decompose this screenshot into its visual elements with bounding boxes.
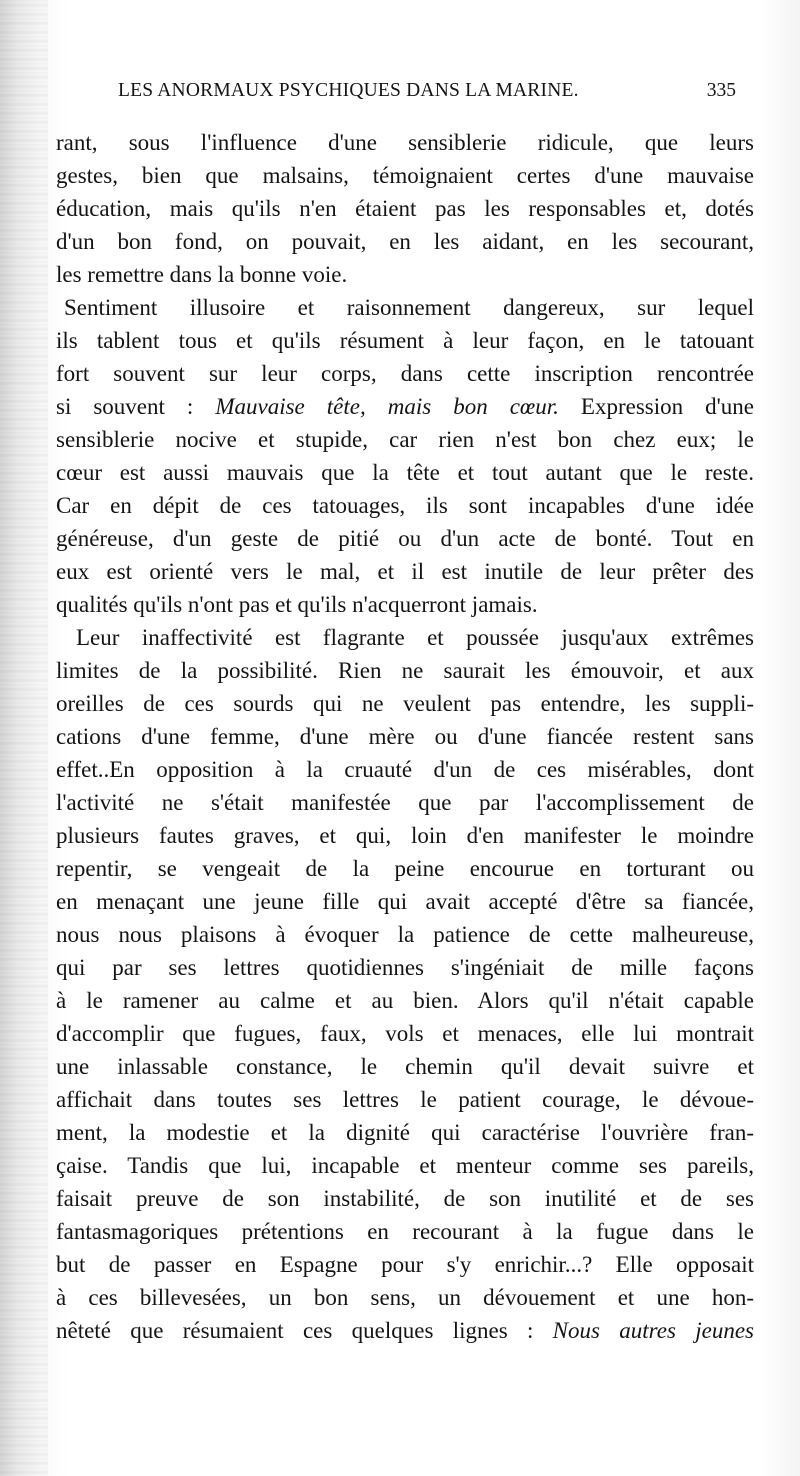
italic-inscription: Mauvaise tête, mais bon cœur. xyxy=(215,394,559,419)
text-line: l'activité ne s'était manifestée que par l'accomplissement de xyxy=(56,790,754,815)
text-line-with-italic xyxy=(56,390,754,423)
text-line: ment, la modestie et la dignité qui caractérise l'ouvrière fran- xyxy=(56,1120,754,1145)
page-number: 335 xyxy=(706,80,736,101)
text-line: fantasmagoriques prétentions en recourant à la fugue dans le xyxy=(56,1219,754,1244)
text-line: Sentiment illusoire et raisonnement dangereux, sur lequel xyxy=(64,295,754,320)
text-line: qui par ses lettres quotidiennes s'ingéniait de mille façons xyxy=(56,955,754,980)
text-line: Car en dépit de ces tatouages, ils sont incapables d'une idée xyxy=(56,493,754,518)
text-line: oreilles de ces sourds qui ne veulent pas entendre, les suppli- xyxy=(56,691,754,716)
text-line: qualités qu'ils n'ont pas et qu'ils n'acquerront jamais. xyxy=(56,592,538,617)
text-line: effet..En opposition à la cruauté d'un de ces misérables, dont xyxy=(56,757,754,782)
text-line: but de passer en Espagne pour s'y enrichir...? Elle opposait xyxy=(56,1252,754,1277)
text-line: faisait preuve de son instabilité, de son inutilité et de ses xyxy=(56,1186,754,1211)
text-line: cations d'une femme, d'une mère ou d'une fiancée restent sans xyxy=(56,724,754,749)
page-header xyxy=(118,80,738,110)
text-line: les remettre dans la bonne voie. xyxy=(56,262,348,287)
text-line: eux est orienté vers le mal, et il est inutile de leur prêter des xyxy=(56,559,754,584)
text-line: nous nous plaisons à évoquer la patience de cette malheureuse, xyxy=(56,922,754,947)
text-line: éducation, mais qu'ils n'en étaient pas les responsables et, dotés xyxy=(56,196,754,221)
text-line: Leur inaffectivité est flagrante et poussée jusqu'aux extrêmes xyxy=(76,625,754,650)
text-line: plusieurs fautes graves, et qui, loin d'en manifester le moindre xyxy=(56,823,754,848)
text-line: cœur est aussi mauvais que la tête et tout autant que le reste. xyxy=(56,460,754,485)
text-line: repentir, se vengeait de la peine encourue en torturant ou xyxy=(56,856,754,881)
text-line: çaise. Tandis que lui, incapable et menteur comme ses pareils, xyxy=(56,1153,754,1178)
text-segment: Expression d'une xyxy=(558,394,754,419)
text-line: d'accomplir que fugues, faux, vols et menaces, elle lui montrait xyxy=(56,1021,754,1046)
text-line: gestes, bien que malsains, témoignaient certes d'une mauvaise xyxy=(56,163,754,188)
body-text xyxy=(56,126,754,1347)
text-line: fort souvent sur leur corps, dans cette inscription rencontrée xyxy=(56,361,754,386)
text-line: d'un bon fond, on pouvait, en les aidant, en les secourant, xyxy=(56,229,754,254)
text-segment: nêteté que résumaient ces quelques lignes : xyxy=(56,1318,553,1343)
text-line: à ces billevesées, un bon sens, un dévouement et une hon- xyxy=(56,1285,754,1310)
text-line: à le ramener au calme et au bien. Alors qu'il n'était capable xyxy=(56,988,754,1013)
running-title: LES ANORMAUX PSYCHIQUES DANS LA MARINE. xyxy=(118,80,579,101)
text-line: rant, sous l'influence d'une sensiblerie ridicule, que leurs xyxy=(56,130,754,155)
page-gutter-shadow xyxy=(0,0,48,1476)
text-line: sensiblerie nocive et stupide, car rien n'est bon chez eux; le xyxy=(56,427,754,452)
text-line: limites de la possibilité. Rien ne saurait les émouvoir, et aux xyxy=(56,658,754,683)
text-line-with-italic xyxy=(56,1314,754,1347)
text-line: affichait dans toutes ses lettres le patient courage, le dévoue- xyxy=(56,1087,754,1112)
text-line: en menaçant une jeune fille qui avait accepté d'être sa fiancée, xyxy=(56,889,754,914)
text-line: ils tablent tous et qu'ils résument à leur façon, en le tatouant xyxy=(56,328,754,353)
text-segment: si souvent : xyxy=(56,394,216,419)
text-line: généreuse, d'un geste de pitié ou d'un acte de bonté. Tout en xyxy=(56,526,754,551)
italic-quotation-start: Nous autres jeunes xyxy=(552,1318,754,1343)
text-line: une inlassable constance, le chemin qu'il devait suivre et xyxy=(56,1054,754,1079)
